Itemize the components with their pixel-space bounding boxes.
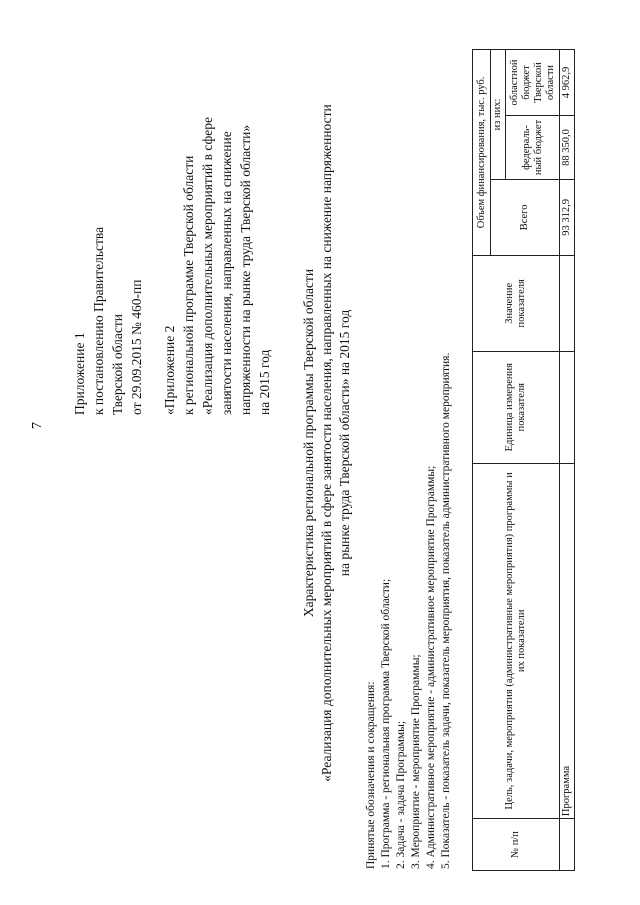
header-num: № п/п	[473, 819, 560, 871]
appendix-2-line: напряженности на рынке труда Тверской области»	[238, 124, 253, 415]
appendix-2-line: «Реализация дополнительных мероприятий в сфере	[200, 116, 215, 415]
cell-total: 93 312,9	[560, 179, 575, 255]
header-total: Всего	[491, 179, 560, 255]
abbreviation-item: 1. Программа - региональная программа Тверской области;	[380, 578, 392, 869]
cell-value	[560, 255, 575, 351]
cell-federal: 88 350,0	[560, 116, 575, 180]
appendix-2-block	[160, 117, 274, 415]
appendix-1-line: от 29.09.2015 № 460-пп	[129, 279, 144, 415]
cell-goal: Программа	[560, 463, 575, 818]
header-value: Значение показателя	[473, 255, 560, 351]
appendix-2-line: на 2015 год	[257, 349, 272, 415]
appendix-1-line: Приложение 1	[72, 332, 87, 415]
header-goal: Цель, задачи, мероприятия (административные мероприятия) программы и их показатели	[473, 463, 560, 818]
title-line: «Реализация дополнительных мероприятий в сфере занятости населения, направленных на снижение напряженности	[319, 104, 334, 782]
cell-regional: 4 962,9	[560, 50, 575, 116]
header-regional: областной бюджет Тверской области	[506, 50, 560, 116]
page-number: 7	[30, 422, 45, 429]
appendix-1-block	[70, 227, 146, 415]
table-row	[560, 50, 575, 871]
header-including: из них:	[491, 50, 506, 180]
abbreviation-item: 3. Мероприятие - мероприятие Программы;	[410, 654, 422, 869]
appendix-2-line: «Приложение 2	[162, 325, 177, 415]
cell-unit	[560, 351, 575, 463]
title-line: Характеристика региональной программы Тверской области	[301, 268, 316, 618]
header-federal: федераль-ный бюджет	[506, 116, 560, 180]
appendix-2-line: занятости населения, направленных на снижение	[219, 131, 234, 415]
header-unit: Единица измерения показателя	[473, 351, 560, 463]
abbreviations-heading: Принятые обозначения и сокращения:	[365, 681, 377, 869]
abbreviations-block	[364, 353, 454, 869]
cell-num	[560, 819, 575, 871]
abbreviation-item: 2. Задача - задача Программы;	[395, 720, 407, 869]
title-line: на рынке труда Тверской области» на 2015 год	[337, 309, 352, 577]
abbreviation-item: 4. Административное мероприятие - административное мероприятие Программы;	[425, 465, 437, 869]
appendix-1-line: к постановлению Правительства	[91, 226, 106, 415]
appendix-2-line: к региональной программе Тверской области	[181, 155, 196, 415]
table-header-row	[473, 50, 491, 871]
document-title	[300, 43, 354, 843]
financing-table	[472, 49, 575, 871]
appendix-1-line: Тверской области	[110, 314, 125, 415]
abbreviation-item: 5. Показатель - показатель задачи, показатель мероприятия, показатель административного мероприятия.	[440, 352, 452, 869]
header-funding: Объем финансирования, тыс. руб.	[473, 50, 491, 256]
